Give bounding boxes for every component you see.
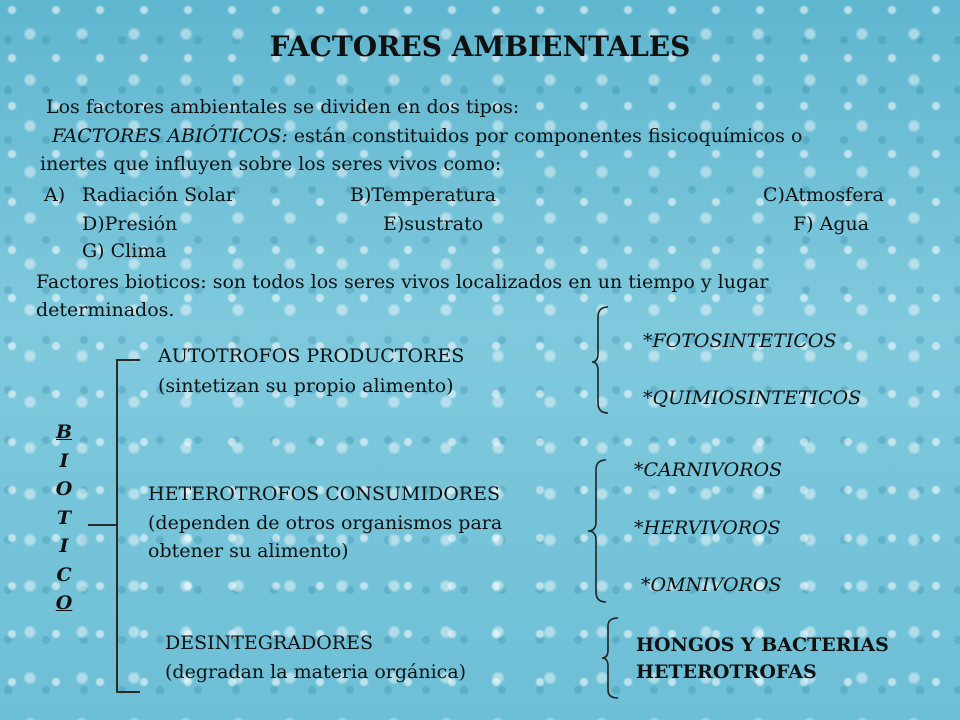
heterotrofos-desc2: obtener su alimento) [148, 540, 349, 562]
abioticos-text1: están constituidos por componentes fisicoquímicos o [287, 125, 803, 147]
main-bracket-bottom [116, 691, 140, 693]
vertical-letter: B [55, 421, 73, 443]
desintegradores-title: DESINTEGRADORES [165, 632, 373, 654]
main-bracket-vertical [116, 359, 118, 692]
type-omnivoros: *OMNIVOROS [641, 574, 782, 596]
type-hervivoros: *HERVIVOROS [634, 517, 781, 539]
vertical-letter: I [59, 535, 69, 557]
vertical-letter: O [55, 478, 73, 500]
bioticos-line2: determinados. [36, 299, 175, 321]
autotrofos-desc: (sintetizan su propio alimento) [158, 375, 454, 397]
vertical-letter: I [59, 449, 69, 472]
heterotrofos-title: HETEROTROFOS CONSUMIDORES [148, 483, 500, 505]
brace-desintegradores [600, 616, 624, 700]
desintegradores-type-2: HETEROTROFAS [636, 661, 817, 683]
type-quimiosinteticos: *QUIMIOSINTETICOS [643, 387, 862, 409]
bioticos-line1: Factores bioticos: son todos los seres vivos localizados en un tiempo y lugar [36, 271, 769, 293]
type-fotosinteticos: *FOTOSINTETICOS [643, 330, 837, 352]
autotrofos-title: AUTOTROFOS PRODUCTORES [158, 345, 465, 367]
page-title: FACTORES AMBIENTALES [269, 30, 691, 63]
type-carnivoros: *CARNIVOROS [634, 459, 783, 481]
desintegradores-type-1: HONGOS Y BACTERIAS [636, 634, 889, 656]
vertical-letter: T [56, 506, 72, 529]
intro-text: Los factores ambientales se dividen en dos tipos: [46, 96, 520, 118]
abiotic-item-sustrato: E)sustrato [383, 213, 484, 235]
vertical-letter: C [56, 563, 72, 586]
heterotrofos-desc1: (dependen de otros organismos para [148, 512, 503, 534]
main-bracket-top [116, 359, 140, 361]
abiotic-item-atmosfera: C)Atmosfera [763, 184, 884, 206]
desintegradores-desc: (degradan la materia orgánica) [165, 661, 467, 683]
abioticos-label: FACTORES ABIÓTICOS: [52, 125, 288, 147]
brace-autotrofos [590, 305, 614, 415]
abioticos-line2: inertes que influyen sobre los seres vivos como: [40, 153, 502, 175]
vertical-letter: O [55, 592, 73, 614]
abiotic-item-radiacion: Radiación Solar [82, 184, 236, 206]
abiotic-item-presion: D)Presión [82, 213, 178, 235]
abiotic-item-clima: G) Clima [82, 240, 167, 262]
abiotic-item-a-marker: A) [44, 184, 66, 206]
bracket-connector [88, 524, 118, 526]
abiotic-item-temperatura: B)Temperatura [350, 184, 496, 206]
biotico-vertical-label [52, 418, 76, 618]
brace-heterotrofos [586, 458, 612, 604]
abiotic-item-agua: F) Agua [793, 213, 870, 235]
abioticos-line1 [52, 125, 802, 147]
